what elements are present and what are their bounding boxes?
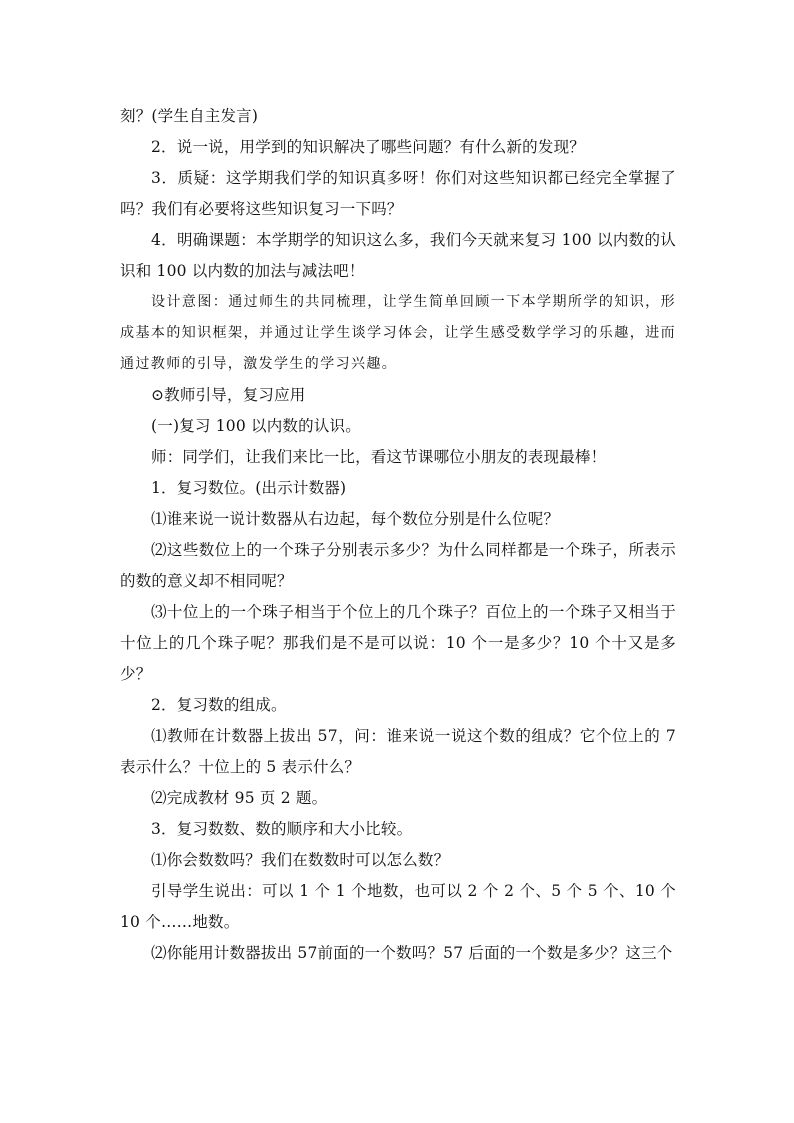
paragraph-step-4: 4．明确课题：本学期学的知识这么多，我们今天就来复习 100 以内数的认识和 100 以内数的加法与减法吧！ (120, 231, 676, 280)
paragraph-step-3: 3．质疑：这学期我们学的知识真多呀！你们对这些知识都已经完全掌握了吗？我们有必要将这些知识复习一下吗？ (120, 169, 676, 218)
paragraph-teacher-remark: 师：同学们，让我们来比一比，看这节课哪位小朋友的表现最棒！ (151, 448, 607, 466)
paragraph-step-2: 2．说一说，用学到的知识解决了哪些问题？有什么新的发现？ (151, 138, 585, 156)
paragraph-composition-q1: ⑴教师在计数器上拔出 57，问：谁来说一说这个数的组成？它个位上的 7 表示什么？十位上的 5 表示什么？ (120, 727, 676, 776)
paragraph-question-1: ⑴谁来说一说计数器从右边起，每个数位分别是什么位呢？ (151, 510, 560, 528)
paragraph-counting-q2: ⑵你能用计数器拔出 57前面的一个数吗？57 后面的一个数是多少？这三个 (151, 944, 673, 962)
paragraph-question-3: ⑶十位上的一个珠子相当于个位上的几个珠子？百位上的一个珠子又相当于十位上的几个珠子呢？那我们是不是可以说：10 个一是多少？10 个十又是多少？ (120, 603, 676, 683)
document-body (120, 101, 676, 969)
section-heading: ⊙教师引导，复习应用 (151, 386, 306, 404)
paragraph-review-counting: 3．复习数数、数的顺序和大小比较。 (151, 820, 413, 838)
paragraph-question-2: ⑵这些数位上的一个珠子分别表示多少？为什么同样都是一个珠子，所表示的数的意义却不相同呢？ (120, 541, 676, 590)
paragraph-design-intent: 设计意图：通过师生的共同梳理，让学生简单回顾一下本学期所学的知识，形成基本的知识框架，并通过让学生谈学习体会，让学生感受数学学习的乐趣，进而通过教师的引导，激发学生的学习兴趣。 (120, 294, 676, 372)
paragraph-counting-q1: ⑴你会数数吗？我们在数数时可以怎么数？ (151, 851, 450, 869)
paragraph-guidance: 引导学生说出：可以 1 个 1 个地数，也可以 2 个 2 个、5 个 5 个、10 个 10 个……地数。 (120, 882, 676, 931)
paragraph-review-digits: 1．复习数位。(出示计数器) (151, 479, 347, 497)
paragraph-continuation: 刻？(学生自主发言) (120, 107, 259, 125)
paragraph-review-part-1: (一)复习 100 以内数的认识。 (151, 417, 361, 435)
paragraph-review-composition: 2．复习数的组成。 (151, 696, 287, 714)
paragraph-composition-q2: ⑵完成教材 95 页 2 题。 (151, 789, 328, 807)
